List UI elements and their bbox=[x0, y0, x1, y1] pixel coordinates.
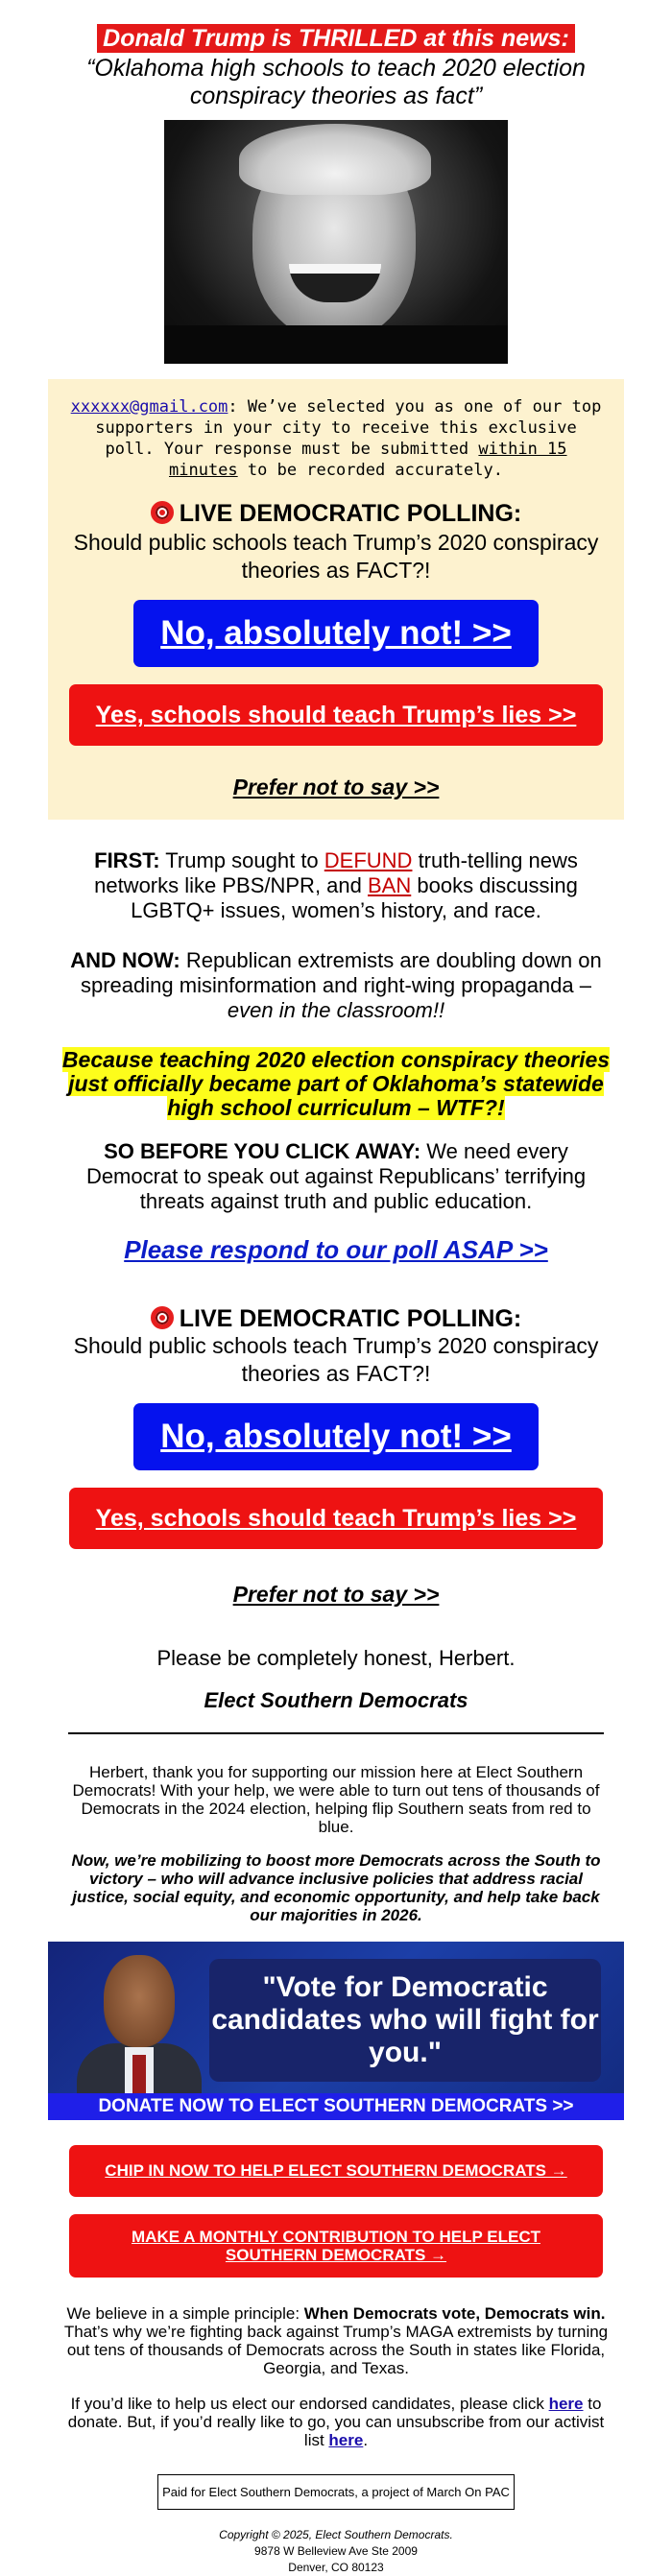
banner-quote: "Vote for Democratic candidates who will fight for you." bbox=[209, 1959, 601, 2082]
photo-suit bbox=[164, 325, 508, 364]
and-now-label: AND NOW: bbox=[70, 948, 180, 972]
thanks-paragraph: Herbert, thank you for supporting our mission here at Elect Southern Democrats! With your help, we were able to turn out tens of thousands of Democrats in the 2024 election, helping flip Southern seats from red to blue. bbox=[72, 1763, 600, 1836]
first-paragraph bbox=[48, 848, 624, 923]
intro-text-b: to be recorded accurately. bbox=[237, 461, 503, 480]
paid-for-box: Paid for Elect Southern Democrats, a project of March On PAC bbox=[157, 2474, 515, 2510]
and-now-paragraph bbox=[48, 948, 624, 1023]
before-label: SO BEFORE YOU CLICK AWAY: bbox=[104, 1139, 421, 1163]
poll-no-button-2[interactable]: No, absolutely not! >> bbox=[133, 1403, 539, 1470]
address-line-2: Denver, CO 80123 bbox=[288, 2561, 384, 2574]
donate-banner[interactable] bbox=[48, 1942, 624, 2120]
live-record-icon bbox=[151, 1306, 174, 1329]
first-text-b: truth-telling news networks like PBS/NPR, and bbox=[94, 848, 578, 897]
poll-prefer-link-2[interactable]: Prefer not to say >> bbox=[232, 1582, 440, 1607]
poll-no-button[interactable]: No, absolutely not! >> bbox=[133, 600, 539, 667]
intro-text bbox=[69, 396, 603, 481]
honest-line: Please be completely honest, Herbert. bbox=[156, 1646, 516, 1670]
headline bbox=[48, 0, 624, 110]
headline-quote: “Oklahoma high schools to teach 2020 election conspiracy theories as fact” bbox=[86, 55, 586, 109]
help-text-b: to donate. But, if you’d really like to go, you can unsubscribe from our activist list bbox=[67, 2395, 605, 2449]
help-text-a: If you’d like to help us elect our endorsed candidates, please click bbox=[70, 2395, 549, 2413]
unsubscribe-link[interactable]: here bbox=[328, 2431, 364, 2449]
poll-title-text: LIVE DEMOCRATIC POLLING: bbox=[179, 500, 522, 527]
poll-yes-button[interactable]: Yes, schools should teach Trump’s lies >> bbox=[69, 684, 603, 746]
help-text-c: . bbox=[363, 2431, 369, 2449]
monthly-contribution-button[interactable]: MAKE A MONTHLY CONTRIBUTION TO HELP ELECT SOUTHERN DEMOCRATS → bbox=[69, 2214, 603, 2278]
mobilizing-paragraph: Now, we’re mobilizing to boost more Democrats across the South to victory – who will advance inclusive policies that address racial justice, social equity, and economic opportunity, and help take back our majorities in 2026. bbox=[71, 1851, 601, 1924]
principle-text-b: That’s why we’re fighting back against Trump’s MAGA extremists by turning out tens of thousands of Democrats across the South in states like Florida, Georgia, and Texas. bbox=[63, 2323, 609, 2377]
principle-paragraph bbox=[48, 2304, 624, 2377]
photo-face bbox=[104, 1955, 175, 2047]
poll-question: Should public schools teach Trump’s 2020 conspiracy theories as FACT?! bbox=[73, 530, 599, 583]
intro-deadline: within 15 minutes bbox=[169, 440, 567, 480]
banner-donate-strip: DONATE NOW TO ELECT SOUTHERN DEMOCRATS >> bbox=[48, 2093, 624, 2120]
poll-title bbox=[69, 500, 603, 527]
email-body bbox=[48, 0, 624, 364]
live-record-icon bbox=[151, 501, 174, 524]
before-text: We need every Democrat to speak out against Republicans’ terrifying threats against truth and public education. bbox=[85, 1139, 587, 1213]
highlight-paragraph bbox=[48, 1048, 624, 1120]
headline-red-banner: Donald Trump is THRILLED at this news: bbox=[97, 24, 575, 53]
principle-text-a: We believe in a simple principle: bbox=[66, 2304, 304, 2323]
divider bbox=[68, 1732, 604, 1734]
poll-title-2 bbox=[48, 1305, 624, 1332]
principle-bold: When Democrats vote, Democrats win. bbox=[303, 2304, 606, 2323]
poll-title-text-2: LIVE DEMOCRATIC POLLING: bbox=[179, 1305, 522, 1332]
photo-hair bbox=[239, 124, 431, 195]
first-label: FIRST: bbox=[94, 848, 160, 872]
respond-link[interactable]: Please respond to our poll ASAP >> bbox=[124, 1235, 548, 1264]
defund-link[interactable]: DEFUND bbox=[324, 848, 413, 872]
before-paragraph bbox=[48, 1139, 624, 1214]
ban-link[interactable]: BAN bbox=[368, 873, 412, 897]
donate-here-link[interactable]: here bbox=[548, 2395, 584, 2413]
intro-text-a: : We’ve selected you as one of our top supporters in your city to receive this exclusive poll. Your response must be submitted bbox=[95, 397, 602, 459]
poll-question-2: Should public schools teach Trump’s 2020 conspiracy theories as FACT?! bbox=[73, 1333, 599, 1386]
trump-photo bbox=[164, 120, 508, 364]
help-paragraph bbox=[48, 2395, 624, 2449]
poll-box bbox=[48, 379, 624, 820]
address-line-1: 9878 W Belleview Ave Ste 2009 bbox=[254, 2544, 418, 2558]
email-link[interactable]: xxxxxx@gmail.com bbox=[70, 397, 228, 417]
and-now-italic: even in the classroom!! bbox=[227, 998, 445, 1022]
footer bbox=[48, 2527, 624, 2576]
chip-in-button[interactable]: CHIP IN NOW TO HELP ELECT SOUTHERN DEMOCRATS → bbox=[69, 2145, 603, 2197]
first-text-a: Trump sought to bbox=[159, 848, 324, 872]
copyright-line: Copyright © 2025, Elect Southern Democrats. bbox=[219, 2528, 453, 2541]
poll-prefer-link[interactable]: Prefer not to say >> bbox=[232, 775, 440, 799]
signature: Elect Southern Democrats bbox=[204, 1688, 468, 1712]
email-body-continued bbox=[48, 848, 624, 2576]
highlight-text: Because teaching 2020 election conspiracy theories just officially became part of Oklahoma’s statewide high school curriculum – WTF?! bbox=[61, 1047, 611, 1120]
and-now-text: Republican extremists are doubling down on spreading misinformation and right-wing propaganda – bbox=[81, 948, 602, 997]
poll-yes-button-2[interactable]: Yes, schools should teach Trump’s lies >> bbox=[69, 1488, 603, 1549]
first-text-c: books discussing LGBTQ+ issues, women’s history, and race. bbox=[131, 873, 578, 922]
